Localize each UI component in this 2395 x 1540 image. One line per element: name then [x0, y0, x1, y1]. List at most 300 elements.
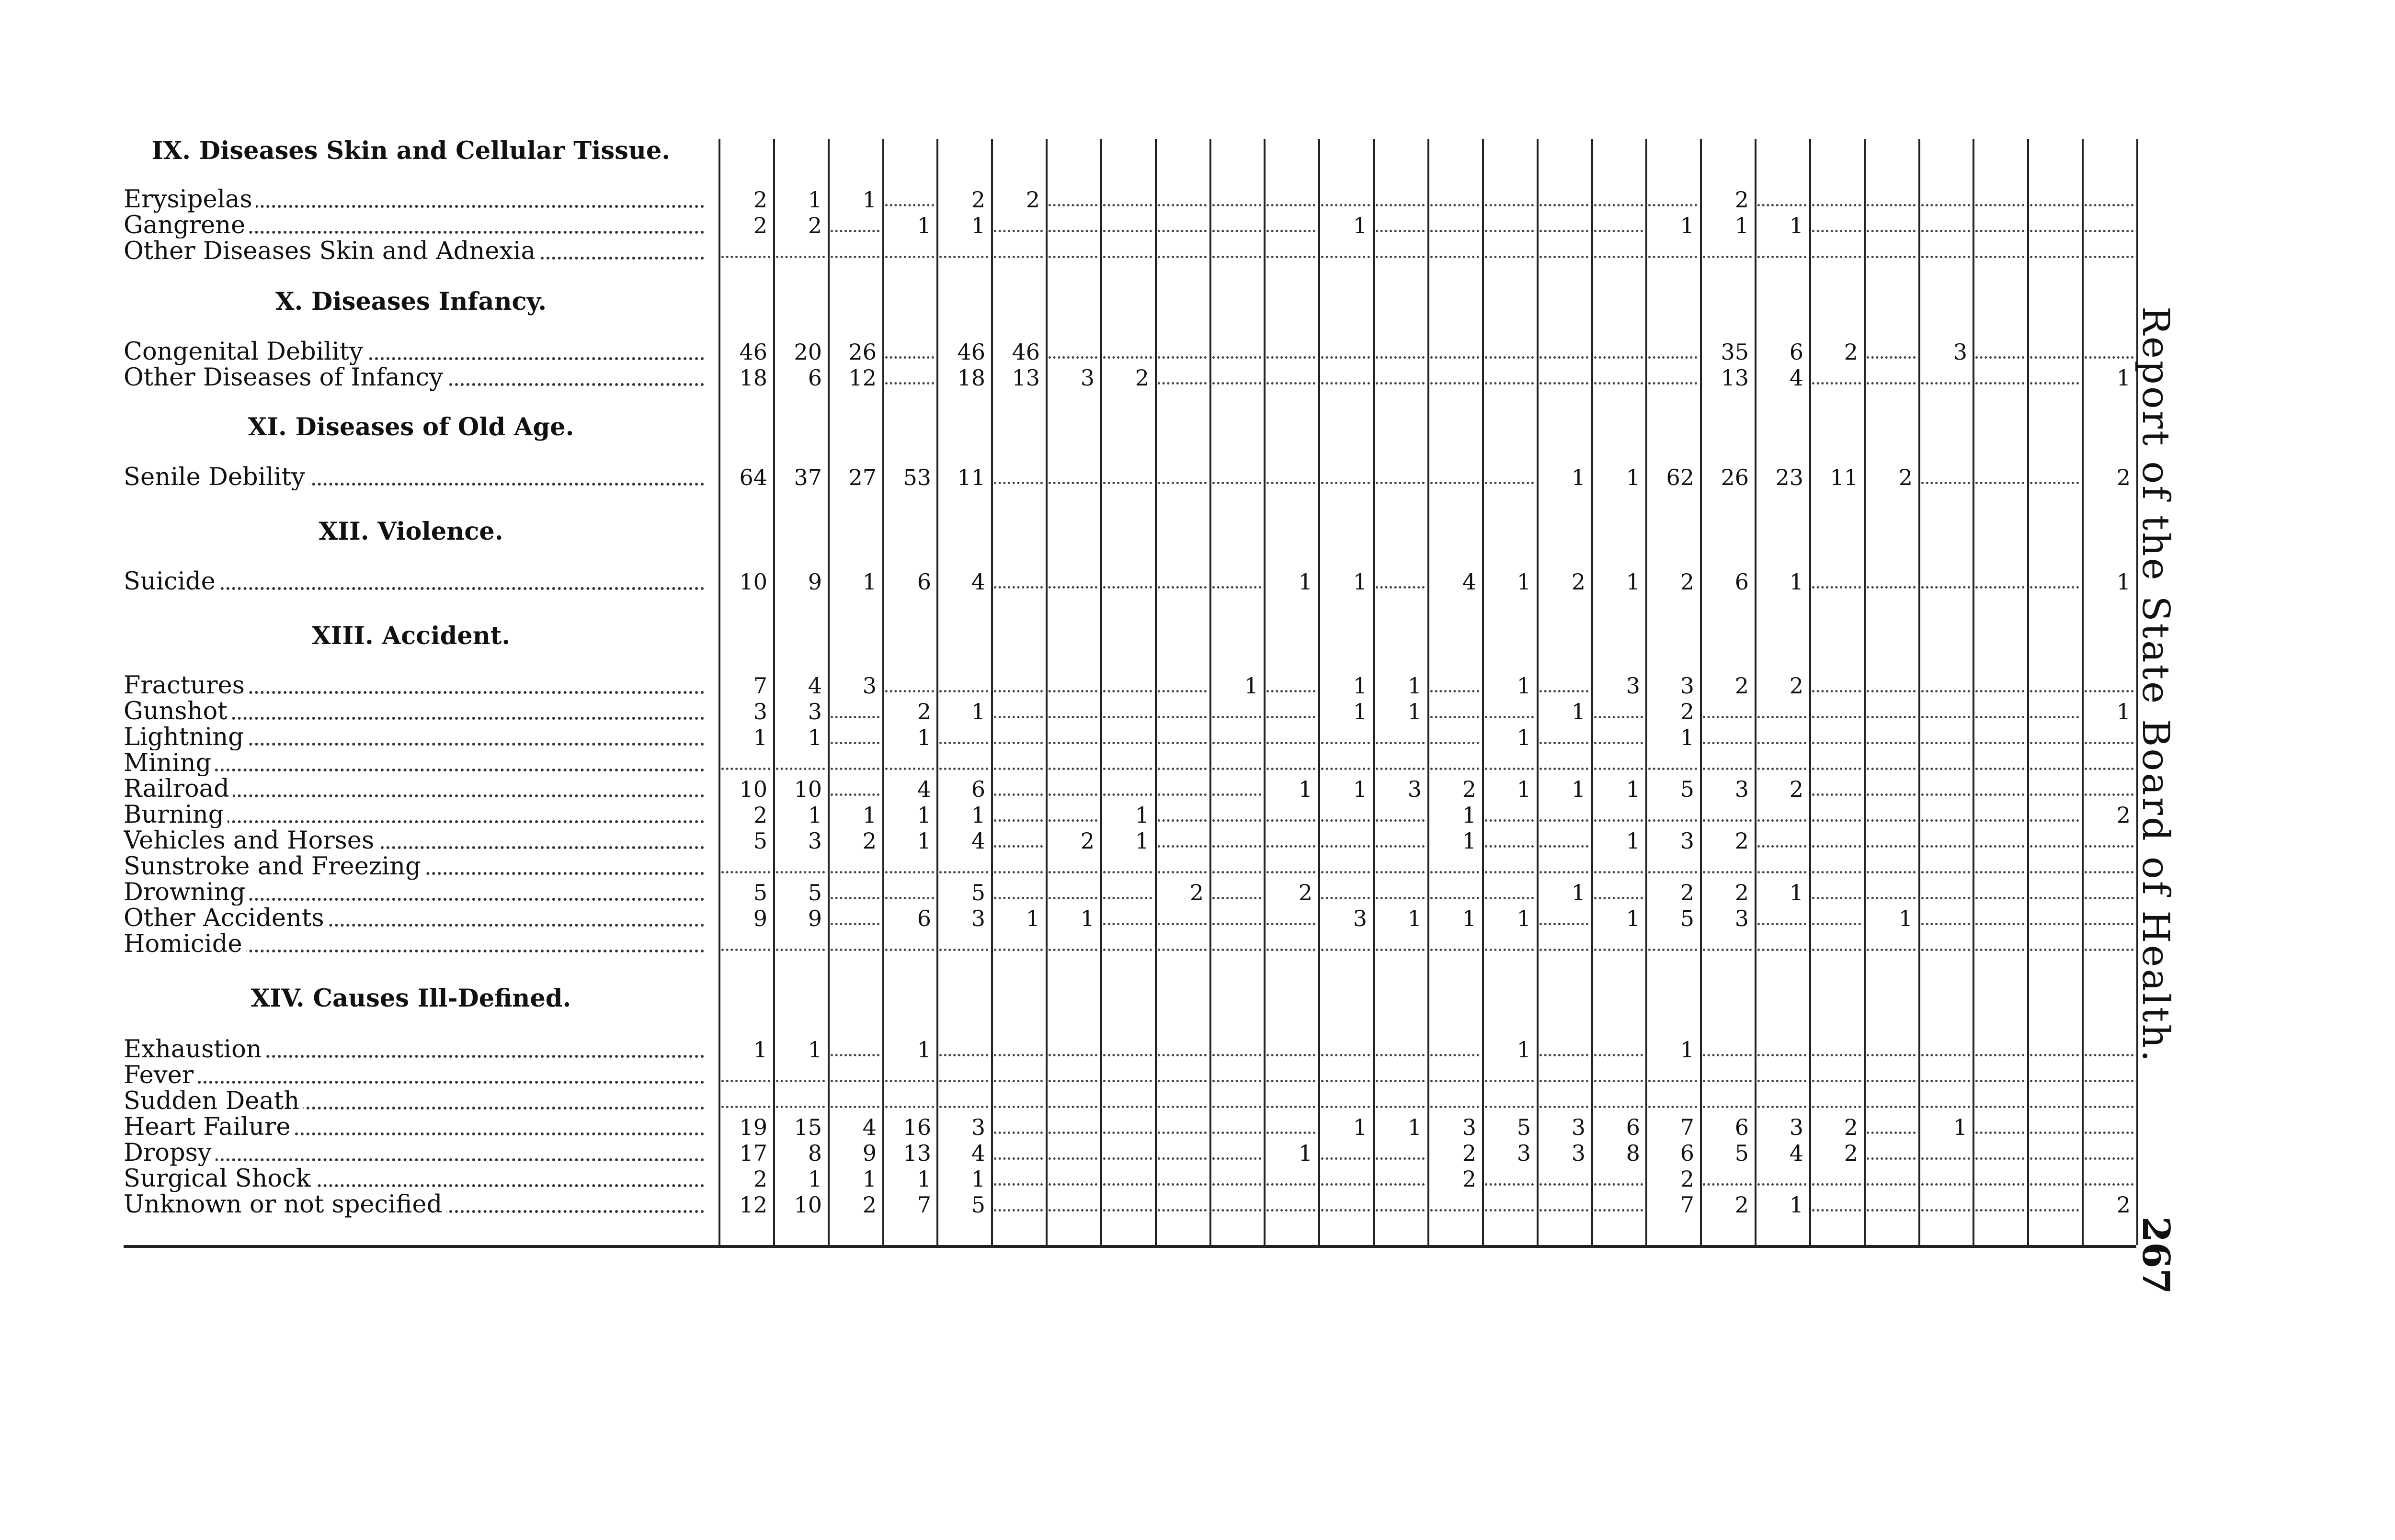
empty-cell	[1485, 365, 1534, 385]
row-label	[124, 931, 704, 957]
empty-cell	[885, 673, 934, 692]
empty-cell	[994, 213, 1043, 232]
empty-cell	[939, 1063, 988, 1082]
empty-cell	[1975, 906, 2024, 925]
empty-cell	[776, 1088, 825, 1108]
row-label-text: Erysipelas	[124, 187, 256, 213]
empty-cell	[1921, 1037, 1970, 1056]
data-cell: 2	[1734, 880, 1749, 906]
data-cell: 1	[1898, 906, 1913, 931]
row-label	[124, 464, 704, 490]
section-heading: X. Diseases Infancy.	[275, 287, 547, 316]
data-cell: 1	[917, 1037, 931, 1063]
empty-cell	[1103, 1166, 1152, 1186]
empty-cell	[1975, 750, 2024, 770]
data-cell: 12	[739, 1192, 767, 1218]
empty-cell	[1812, 1037, 1861, 1056]
empty-cell	[2085, 750, 2133, 770]
data-cell: 1	[1626, 776, 1640, 802]
data-cell: 10	[794, 1192, 822, 1218]
empty-cell	[1321, 828, 1370, 848]
empty-cell	[1158, 569, 1207, 589]
empty-cell	[1540, 187, 1588, 206]
empty-cell	[994, 750, 1043, 770]
empty-cell	[1594, 238, 1643, 258]
data-cell: 1	[1517, 725, 1531, 750]
empty-cell	[1321, 750, 1370, 770]
data-cell: 1	[1734, 213, 1749, 238]
empty-cell	[1212, 776, 1261, 796]
empty-cell	[1921, 1088, 1970, 1108]
empty-cell	[1049, 802, 1097, 822]
empty-cell	[1266, 725, 1315, 744]
empty-cell	[1430, 464, 1479, 484]
empty-cell	[2030, 906, 2079, 925]
data-cell: 4	[862, 1114, 877, 1140]
empty-cell	[1867, 339, 1916, 359]
empty-cell	[1648, 1063, 1697, 1082]
empty-cell	[1485, 1088, 1534, 1108]
empty-cell	[885, 854, 934, 873]
row-label	[124, 1166, 704, 1192]
data-cell: 1	[1517, 673, 1531, 699]
empty-cell	[1212, 213, 1261, 232]
row-label-text: Exhaustion	[124, 1037, 266, 1063]
empty-cell	[1049, 931, 1097, 951]
data-cell: 1	[1517, 569, 1531, 595]
empty-cell	[1921, 1063, 1970, 1082]
empty-cell	[1921, 213, 1970, 232]
empty-cell	[994, 464, 1043, 484]
empty-cell	[2030, 339, 2079, 359]
empty-cell	[1049, 750, 1097, 770]
empty-cell	[1757, 802, 1806, 822]
data-cell: 3	[1789, 1114, 1803, 1140]
empty-cell	[1430, 673, 1479, 692]
data-cell: 1	[1626, 906, 1640, 931]
data-cell: 2	[1680, 1166, 1694, 1192]
empty-cell	[1757, 725, 1806, 744]
data-cell: 11	[1830, 464, 1858, 490]
page-number: 267	[2134, 1216, 2178, 1294]
data-cell: 1	[1462, 802, 1476, 828]
empty-cell	[1212, 880, 1261, 899]
empty-cell	[1049, 1166, 1097, 1186]
empty-cell	[1212, 1166, 1261, 1186]
data-cell: 1	[1517, 776, 1531, 802]
empty-cell	[1430, 213, 1479, 232]
empty-cell	[1867, 187, 1916, 206]
empty-cell	[1266, 750, 1315, 770]
row-label	[124, 1114, 704, 1140]
empty-cell	[1321, 339, 1370, 359]
empty-cell	[831, 238, 879, 258]
empty-cell	[1321, 1192, 1370, 1212]
column-rule	[2082, 139, 2084, 1245]
empty-cell	[1867, 1166, 1916, 1186]
data-cell: 2	[862, 828, 877, 854]
data-cell: 5	[1734, 1140, 1749, 1166]
empty-cell	[776, 854, 825, 873]
empty-cell	[2085, 931, 2133, 951]
data-cell: 1	[1571, 880, 1585, 906]
section-heading: XII. Violence.	[319, 517, 503, 546]
empty-cell	[1430, 187, 1479, 206]
empty-cell	[885, 880, 934, 899]
empty-cell	[1975, 1166, 2024, 1186]
empty-cell	[1867, 1063, 1916, 1082]
empty-cell	[1376, 1037, 1425, 1056]
empty-cell	[994, 1166, 1043, 1186]
column-rule	[1755, 139, 1756, 1245]
empty-cell	[1975, 464, 2024, 484]
empty-cell	[1540, 339, 1588, 359]
empty-cell	[1266, 187, 1315, 206]
empty-cell	[1103, 880, 1152, 899]
empty-cell	[1103, 1063, 1152, 1082]
data-cell: 3	[1734, 776, 1749, 802]
empty-cell	[776, 1063, 825, 1082]
data-cell: 1	[808, 1037, 822, 1063]
data-cell: 1	[971, 1166, 985, 1192]
empty-cell	[1485, 187, 1534, 206]
empty-cell	[1212, 339, 1261, 359]
empty-cell	[1594, 750, 1643, 770]
empty-cell	[1158, 699, 1207, 718]
empty-cell	[1158, 854, 1207, 873]
empty-cell	[2030, 365, 2079, 385]
empty-cell	[1158, 725, 1207, 744]
empty-cell	[1757, 828, 1806, 848]
empty-cell	[1757, 1166, 1806, 1186]
empty-cell	[1103, 213, 1152, 232]
empty-cell	[1921, 1166, 1970, 1186]
empty-cell	[1921, 776, 1970, 796]
empty-cell	[1212, 725, 1261, 744]
data-cell: 2	[1680, 880, 1694, 906]
empty-cell	[1376, 1063, 1425, 1082]
empty-cell	[1485, 213, 1534, 232]
data-cell: 1	[1680, 1037, 1694, 1063]
empty-cell	[1867, 931, 1916, 951]
column-rule	[1100, 139, 1102, 1245]
empty-cell	[1757, 1088, 1806, 1108]
empty-cell	[831, 213, 879, 232]
empty-cell	[1757, 931, 1806, 951]
empty-cell	[1430, 725, 1479, 744]
empty-cell	[1812, 569, 1861, 589]
empty-cell	[885, 1088, 934, 1108]
empty-cell	[994, 1063, 1043, 1082]
empty-cell	[1485, 802, 1534, 822]
empty-cell	[2030, 238, 2079, 258]
empty-cell	[1867, 828, 1916, 848]
empty-cell	[1103, 776, 1152, 796]
empty-cell	[2030, 802, 2079, 822]
column-rule	[1264, 139, 1266, 1245]
data-cell: 1	[1571, 464, 1585, 490]
empty-cell	[1921, 802, 1970, 822]
data-cell: 8	[808, 1140, 822, 1166]
empty-cell	[1812, 750, 1861, 770]
empty-cell	[1757, 854, 1806, 873]
column-rule	[1318, 139, 1320, 1245]
row-label	[124, 238, 704, 264]
data-cell: 2	[753, 1166, 767, 1192]
empty-cell	[1376, 854, 1425, 873]
empty-cell	[1376, 187, 1425, 206]
empty-cell	[1321, 464, 1370, 484]
empty-cell	[1212, 931, 1261, 951]
section-heading: XIII. Accident.	[311, 622, 511, 650]
empty-cell	[1103, 569, 1152, 589]
data-cell: 1	[1789, 1192, 1803, 1218]
data-cell: 2	[1298, 880, 1312, 906]
data-cell: 1	[1680, 725, 1694, 750]
empty-cell	[2030, 725, 2079, 744]
data-cell: 37	[794, 464, 822, 490]
data-cell: 3	[1080, 365, 1095, 391]
data-cell: 18	[739, 365, 767, 391]
data-cell: 1	[1517, 1037, 1531, 1063]
empty-cell	[2030, 569, 2079, 589]
data-cell: 23	[1775, 464, 1803, 490]
data-cell: 17	[739, 1140, 767, 1166]
row-label-text: Other Diseases of Infancy	[124, 365, 447, 391]
empty-cell	[1376, 880, 1425, 899]
data-cell: 2	[1789, 673, 1803, 699]
data-cell: 1	[862, 569, 877, 595]
empty-cell	[1266, 854, 1315, 873]
column-rule	[718, 139, 720, 1245]
empty-cell	[1485, 339, 1534, 359]
empty-cell	[1049, 339, 1097, 359]
empty-cell	[1594, 880, 1643, 899]
row-label-text: Dropsy	[124, 1140, 216, 1166]
empty-cell	[1867, 699, 1916, 718]
empty-cell	[1703, 238, 1752, 258]
empty-cell	[1540, 1166, 1588, 1186]
empty-cell	[1158, 1140, 1207, 1160]
empty-cell	[1485, 880, 1534, 899]
empty-cell	[2085, 776, 2133, 796]
data-cell: 26	[1721, 464, 1749, 490]
data-cell: 1	[1407, 906, 1422, 931]
data-cell: 18	[957, 365, 985, 391]
empty-cell	[1485, 854, 1534, 873]
data-cell: 1	[753, 725, 767, 750]
empty-cell	[831, 776, 879, 796]
empty-cell	[1540, 854, 1588, 873]
empty-cell	[1812, 365, 1861, 385]
data-cell: 1	[917, 802, 931, 828]
empty-cell	[1103, 906, 1152, 925]
empty-cell	[1103, 699, 1152, 718]
data-cell: 3	[1517, 1140, 1531, 1166]
data-cell: 4	[808, 673, 822, 699]
empty-cell	[1321, 1037, 1370, 1056]
empty-cell	[1158, 339, 1207, 359]
empty-cell	[1594, 213, 1643, 232]
row-label-text: Unknown or not specified	[124, 1192, 446, 1218]
empty-cell	[1103, 1114, 1152, 1134]
data-cell: 1	[1789, 880, 1803, 906]
empty-cell	[1921, 238, 1970, 258]
empty-cell	[1266, 1192, 1315, 1212]
data-cell: 4	[971, 1140, 985, 1166]
row-label-text: Suicide	[124, 569, 219, 595]
empty-cell	[1321, 880, 1370, 899]
data-cell: 6	[1734, 1114, 1749, 1140]
data-cell: 7	[1680, 1114, 1694, 1140]
empty-cell	[1049, 776, 1097, 796]
column-rule	[1591, 139, 1593, 1245]
data-cell: 7	[753, 673, 767, 699]
row-label	[124, 365, 704, 391]
data-cell: 20	[794, 339, 822, 365]
data-cell: 1	[2116, 365, 2131, 391]
empty-cell	[1540, 906, 1588, 925]
row-label	[124, 1088, 704, 1114]
empty-cell	[1975, 238, 2024, 258]
empty-cell	[1158, 750, 1207, 770]
empty-cell	[994, 1037, 1043, 1056]
row-label-text: Sunstroke and Freezing	[124, 854, 425, 880]
empty-cell	[1321, 187, 1370, 206]
empty-cell	[1594, 699, 1643, 718]
data-cell: 1	[1407, 673, 1422, 699]
data-cell: 4	[1789, 365, 1803, 391]
empty-cell	[939, 673, 988, 692]
empty-cell	[1921, 750, 1970, 770]
data-cell: 2	[2116, 802, 2131, 828]
empty-cell	[1648, 238, 1697, 258]
empty-cell	[1266, 1166, 1315, 1186]
empty-cell	[1485, 750, 1534, 770]
data-cell: 1	[917, 1166, 931, 1192]
data-cell: 4	[971, 569, 985, 595]
empty-cell	[1212, 365, 1261, 385]
empty-cell	[1266, 699, 1315, 718]
data-cell: 3	[862, 673, 877, 699]
empty-cell	[1594, 802, 1643, 822]
data-cell: 1	[1407, 1114, 1422, 1140]
empty-cell	[1049, 213, 1097, 232]
column-rule	[2027, 139, 2029, 1245]
empty-cell	[2030, 1088, 2079, 1108]
empty-cell	[831, 906, 879, 925]
data-cell: 1	[1353, 213, 1367, 238]
empty-cell	[1158, 828, 1207, 848]
section-heading: XI. Diseases of Old Age.	[248, 413, 574, 442]
column-rule	[936, 139, 938, 1245]
empty-cell	[1158, 1037, 1207, 1056]
empty-cell	[1212, 569, 1261, 589]
empty-cell	[1485, 464, 1534, 484]
row-label-text: Drowning	[124, 880, 249, 906]
data-cell: 1	[971, 213, 985, 238]
empty-cell	[1540, 802, 1588, 822]
empty-cell	[2030, 931, 2079, 951]
row-label-text: Burning	[124, 802, 228, 828]
row-label	[124, 776, 704, 802]
empty-cell	[1430, 365, 1479, 385]
row-label-text: Railroad	[124, 776, 233, 802]
empty-cell	[1867, 802, 1916, 822]
data-cell: 3	[1571, 1114, 1585, 1140]
empty-cell	[885, 931, 934, 951]
empty-cell	[1266, 673, 1315, 692]
data-cell: 2	[1734, 1192, 1749, 1218]
empty-cell	[1975, 1140, 2024, 1160]
empty-cell	[2085, 1088, 2133, 1108]
empty-cell	[1266, 828, 1315, 848]
empty-cell	[831, 1063, 879, 1082]
column-rule	[1209, 139, 1211, 1245]
empty-cell	[1321, 854, 1370, 873]
row-label-text: Fractures	[124, 673, 249, 699]
data-cell: 3	[808, 828, 822, 854]
table-bottom-rule	[124, 1245, 2136, 1248]
empty-cell	[1212, 1037, 1261, 1056]
row-label	[124, 213, 704, 238]
section-heading: XIV. Causes Ill-Defined.	[251, 984, 571, 1013]
empty-cell	[1049, 854, 1097, 873]
empty-cell	[1975, 339, 2024, 359]
data-cell: 1	[971, 699, 985, 725]
row-label-text: Congenital Debility	[124, 339, 367, 365]
data-cell: 1	[1626, 828, 1640, 854]
row-label	[124, 802, 704, 828]
data-cell: 2	[1462, 1140, 1476, 1166]
empty-cell	[1212, 828, 1261, 848]
empty-cell	[1975, 776, 2024, 796]
empty-cell	[1049, 725, 1097, 744]
data-cell: 1	[1080, 906, 1095, 931]
empty-cell	[1812, 880, 1861, 899]
empty-cell	[1812, 725, 1861, 744]
empty-cell	[1485, 1063, 1534, 1082]
data-cell: 26	[848, 339, 877, 365]
data-cell: 1	[1353, 673, 1367, 699]
empty-cell	[1867, 1192, 1916, 1212]
data-cell: 46	[739, 339, 767, 365]
empty-cell	[1049, 1114, 1097, 1134]
row-label-text: Heart Failure	[124, 1114, 295, 1140]
empty-cell	[1103, 464, 1152, 484]
data-cell: 1	[1789, 213, 1803, 238]
data-cell: 1	[1407, 699, 1422, 725]
empty-cell	[776, 238, 825, 258]
empty-cell	[1648, 802, 1697, 822]
empty-cell	[885, 365, 934, 385]
empty-cell	[1212, 699, 1261, 718]
empty-cell	[1975, 187, 2024, 206]
data-cell: 1	[2116, 569, 2131, 595]
data-cell: 7	[917, 1192, 931, 1218]
empty-cell	[1212, 854, 1261, 873]
data-cell: 6	[917, 569, 931, 595]
empty-cell	[1975, 1037, 2024, 1056]
empty-cell	[1703, 1088, 1752, 1108]
data-cell: 3	[1407, 776, 1422, 802]
empty-cell	[2030, 828, 2079, 848]
column-rule	[828, 139, 830, 1245]
row-label-text: Surgical Shock	[124, 1166, 315, 1192]
empty-cell	[1266, 931, 1315, 951]
row-label	[124, 750, 704, 776]
empty-cell	[1212, 906, 1261, 925]
